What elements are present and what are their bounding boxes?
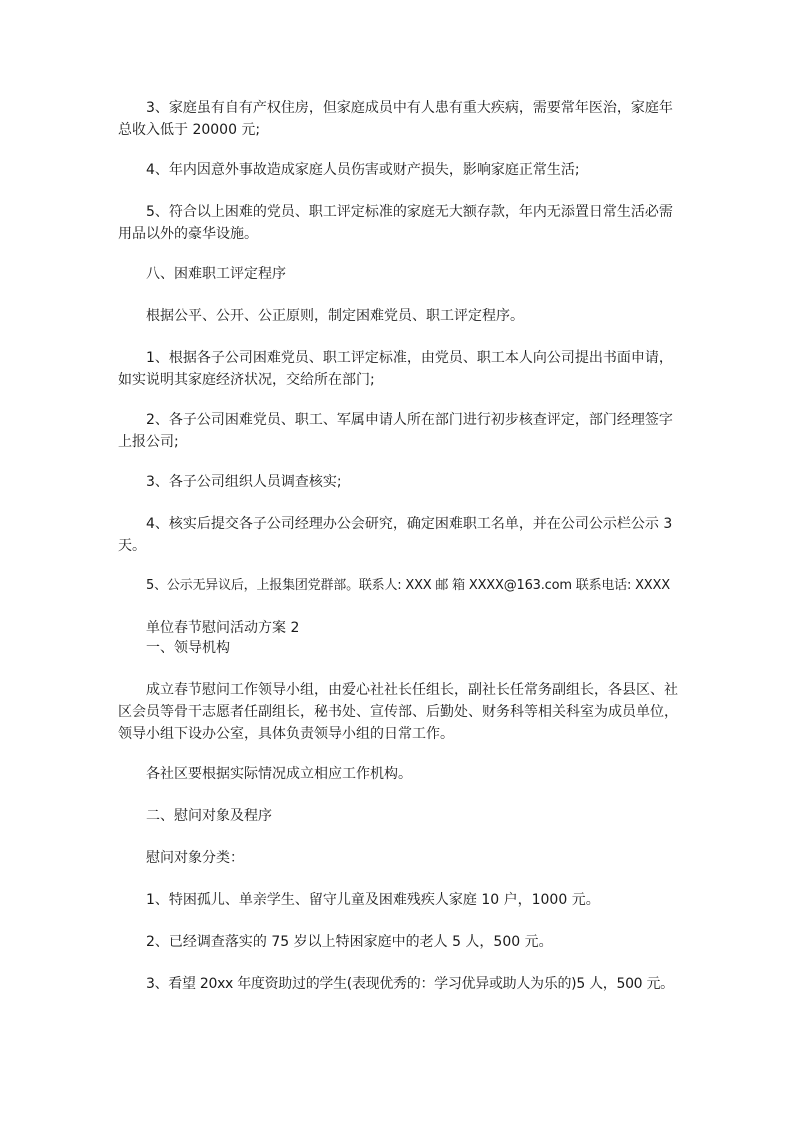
section-heading-leadership: 一、领导机构 bbox=[146, 640, 230, 656]
paragraph-procedure-intro: 根据公平、公开、公正原则，制定困难党员、职工评定程序。 bbox=[146, 308, 524, 324]
paragraph-criterion-4: 4、年内因意外事故造成家庭人员伤害或财产损失，影响家庭正常生活; bbox=[146, 162, 580, 178]
paragraph-procedure-3: 3、各子公司组织人员调查核实; bbox=[146, 474, 342, 490]
section-heading-evaluation-procedure: 八、困难职工评定程序 bbox=[146, 266, 286, 282]
paragraph-leadership-group: 成立春节慰问工作领导小组，由爱心社社长任组长，副社长任常务副组长，各县区、社区会员等骨干志愿者任副组长，秘书处、宣传部、后勤处、财务科等相关科室为成员单位，领导小组下设办公室，具体负责领导小组的日常工作。 bbox=[118, 682, 678, 742]
section-heading-recipients: 二、慰问对象及程序 bbox=[146, 808, 272, 824]
paragraph-recipient-3: 3、看望 20xx 年度资助过的学生(表现优秀的：学习优异或助人为乐的)5 人，500 元。 bbox=[146, 976, 674, 992]
paragraph-criterion-3: 3、家庭虽有自有产权住房，但家庭成员中有人患有重大疾病，需要常年医治，家庭年总收入低于 20000 元; bbox=[118, 100, 673, 138]
paragraph-procedure-5-contact: 5、公示无异议后，上报集团党群部。联系人: XXX 邮 箱 XXXX@163.com 联系电话: XXXX bbox=[146, 578, 670, 593]
paragraph-recipient-2: 2、已经调查落实的 75 岁以上特困家庭中的老人 5 人，500 元。 bbox=[146, 934, 553, 950]
paragraph-criterion-5: 5、符合以上困难的党员、职工评定标准的家庭无大额存款，年内无添置日常生活必需用品以外的豪华设施。 bbox=[118, 204, 673, 242]
document-subtitle: 单位春节慰问活动方案 2 bbox=[146, 620, 300, 636]
paragraph-procedure-4: 4、核实后提交各子公司经理办公会研究，确定困难职工名单，并在公司公示栏公示 3 天。 bbox=[118, 516, 673, 554]
paragraph-procedure-2: 2、各子公司困难党员、职工、军属申请人所在部门进行初步核查评定，部门经理签字上报公司; bbox=[118, 412, 673, 450]
paragraph-procedure-1: 1、根据各子公司困难党员、职工评定标准，由党员、职工本人向公司提出书面申请，如实说明其家庭经济状况，交给所在部门; bbox=[118, 350, 673, 388]
paragraph-community-organization: 各社区要根据实际情况成立相应工作机构。 bbox=[146, 766, 412, 782]
paragraph-recipient-1: 1、特困孤儿、单亲学生、留守儿童及困难残疾人家庭 10 户，1000 元。 bbox=[146, 892, 600, 908]
paragraph-recipient-categories: 慰问对象分类： bbox=[146, 850, 244, 866]
